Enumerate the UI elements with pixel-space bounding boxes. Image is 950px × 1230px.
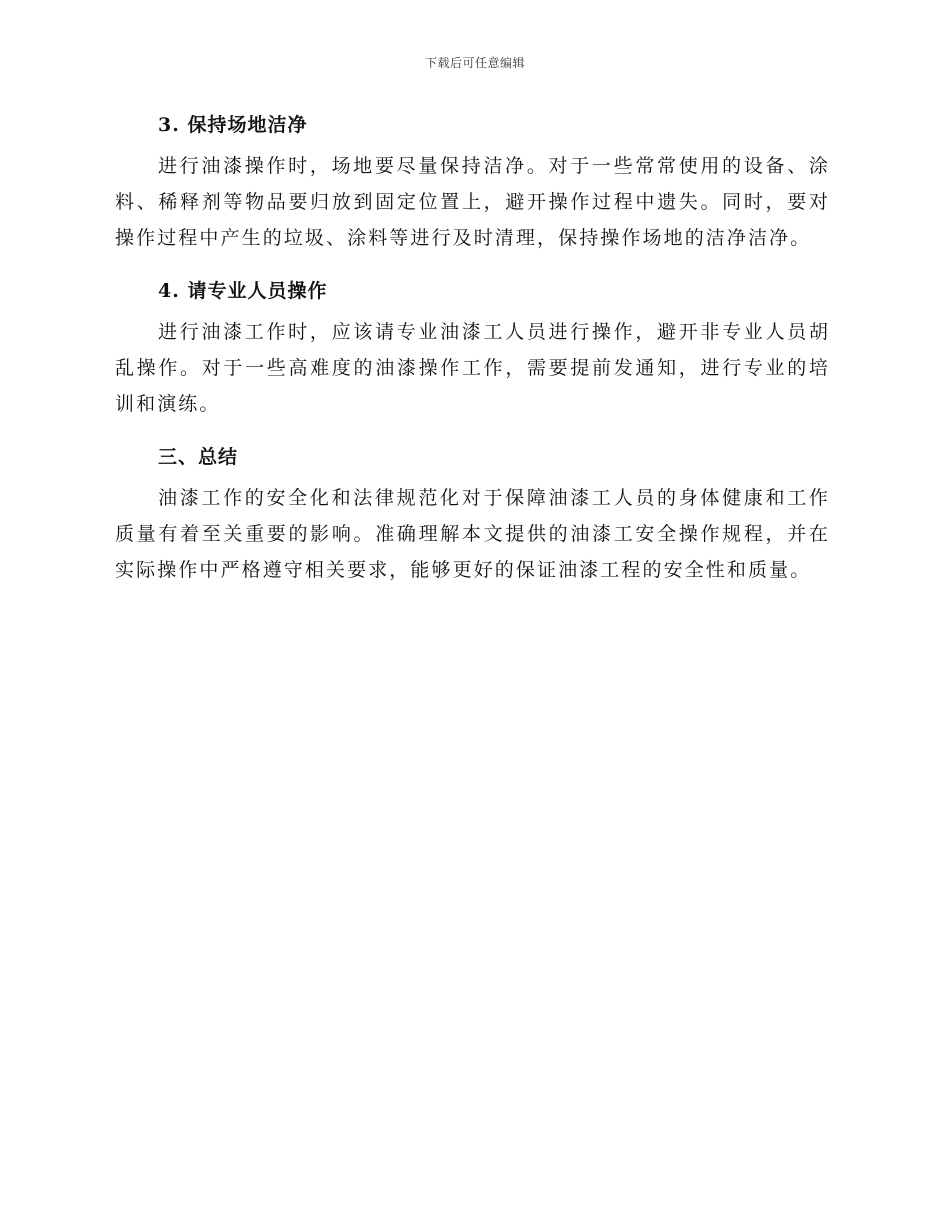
section-spacer xyxy=(115,432,830,440)
section-paragraph-summary: 油漆工作的安全化和法律规范化对于保障油漆工人员的身体健康和工作质量有着至关重要的影响。准确理解本文提供的油漆工安全操作规程，并在实际操作中严格遵守相关要求，能够更好的保证油漆工程的安全性和质量。 xyxy=(115,487,830,581)
section-heading-keep-site-clean: 3. 保持场地洁净 xyxy=(158,114,308,136)
page-header-note: 下载后可任意编辑 xyxy=(424,56,525,70)
section-spacer xyxy=(115,266,830,274)
section-heading-summary: 三、总结 xyxy=(158,446,239,468)
section-paragraph-keep-site-clean: 进行油漆操作时，场地要尽量保持洁净。对于一些常常使用的设备、涂料、稀释剂等物品要归放到固定位置上，避开操作过程中遗失。同时，要对操作过程中产生的垃圾、涂料等进行及时清理，保持操作场地的洁净洁净。 xyxy=(115,155,830,249)
section-paragraph-professional-operators: 进行油漆工作时，应该请专业油漆工人员进行操作，避开非专业人员胡乱操作。对于一些高难度的油漆操作工作，需要提前发通知，进行专业的培训和演练。 xyxy=(115,321,830,415)
document-body xyxy=(115,108,830,598)
section-heading-professional-operators: 4. 请专业人员操作 xyxy=(158,280,328,302)
